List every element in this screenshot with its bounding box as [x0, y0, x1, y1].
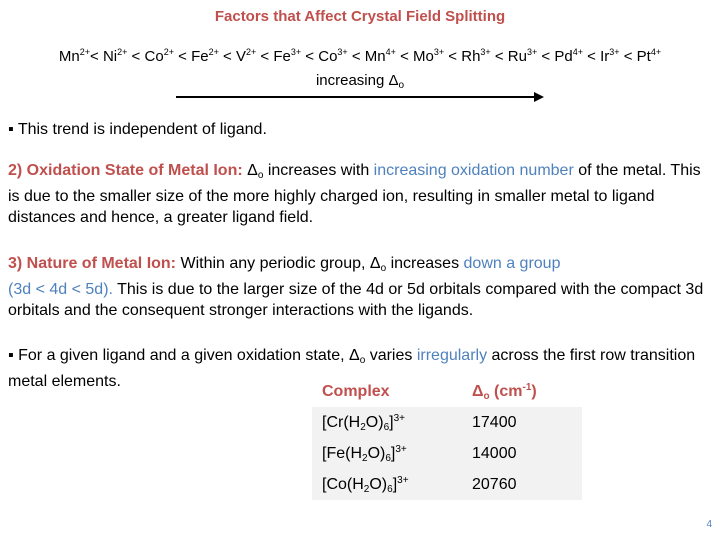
page-number: 4	[706, 519, 712, 530]
delta-value: 20760	[472, 475, 517, 493]
table-row	[312, 469, 582, 500]
series-ion: $Pt^{4+}$	[636, 47, 662, 65]
complex-formula: $[Co(H_2O)_6]^{3+}$	[322, 474, 409, 495]
header-complex: Complex	[322, 382, 390, 400]
series-ion: $Rh^{3+}$	[461, 47, 491, 65]
series-ion: $V^{2+}$	[235, 47, 257, 65]
series-ion: $Mn^{2+}$	[58, 47, 91, 65]
section-oxidation-state: 2) Oxidation State of Metal Ion: $\Delta_o$ increases with increasing oxidation number of the metal. This is due to the smaller size of the more highly charged ion, resulting in smaller metal to ligand distances and hence, a greater ligand field.	[8, 162, 701, 226]
complex-table	[312, 376, 582, 500]
section-heading: 3) Nature of Metal Ion:	[8, 255, 177, 272]
series-ion: $Fe^{3+}$	[273, 47, 302, 65]
bullet-irregular-variation: ▪ For a given ligand and a given oxidation state, $\Delta_o$ varies irregularly across the first row transition metal elements.	[8, 347, 696, 390]
delta-value: 14000	[472, 444, 517, 462]
highlight-text: irregularly	[416, 347, 488, 364]
highlight-text: (3d < 4d < 5d).	[8, 281, 113, 298]
series-ion: $Pd^{4+}$	[554, 47, 583, 65]
complex-formula: $[Fe(H_2O)_6]^{3+}$	[322, 443, 407, 464]
bullet-ligand-independence: ▪ This trend is independent of ligand.	[8, 121, 267, 138]
table-row	[312, 438, 582, 469]
series-ion: $Ru^{3+}$	[507, 47, 538, 65]
series-ion: $Co^{3+}$	[318, 47, 348, 65]
complex-formula: $[Cr(H_2O)_6]^{3+}$	[322, 412, 405, 433]
series-ion: $Ir^{3+}$	[600, 47, 620, 65]
series-ion: $Mo^{3+}$	[413, 47, 445, 65]
increasing-label: increasing $\Delta_o$	[315, 72, 405, 91]
table-row	[312, 407, 582, 438]
series-ion: $Mn^{4+}$	[364, 47, 396, 65]
ion-series: $Mn^{2+}< Ni^{2+} < Co^{2+} < Fe^{2+} < V^{2+} < Fe^{3+} < Co^{3+} < Mn^{4+} < Mo^{3+} < Rh^{3+} < Ru^{3+} < Pd^{4+} < Ir^{3+} < Pt^{4+}$	[58, 47, 662, 65]
section-nature-of-metal-ion: 3) Nature of Metal Ion: Within any periodic group, $\Delta_o$ increases down a group (3d < 4d < 5d). This is due to the larger size of the 4d or 5d orbitals compared with the compact 3d orbitals and the consequent stronger interactions with the ligands.	[8, 255, 704, 319]
table-header-row	[312, 376, 582, 407]
delta-value: 17400	[472, 413, 517, 431]
arrow-head-icon	[534, 92, 544, 102]
series-ion: $Fe^{2+}$	[191, 47, 219, 65]
series-ion: $Co^{2+}$	[144, 47, 174, 65]
highlight-text: increasing oxidation number	[373, 162, 574, 179]
section-heading: 2) Oxidation State of Metal Ion:	[8, 162, 243, 179]
slide-title: Factors that Affect Crystal Field Splitting	[214, 8, 506, 25]
header-delta: $\Delta_o$ $(cm^{-1})$	[472, 381, 537, 402]
highlight-text: down a group	[463, 255, 561, 272]
series-ion: $Ni^{2+}$	[102, 47, 128, 65]
arrow-line	[176, 96, 536, 98]
